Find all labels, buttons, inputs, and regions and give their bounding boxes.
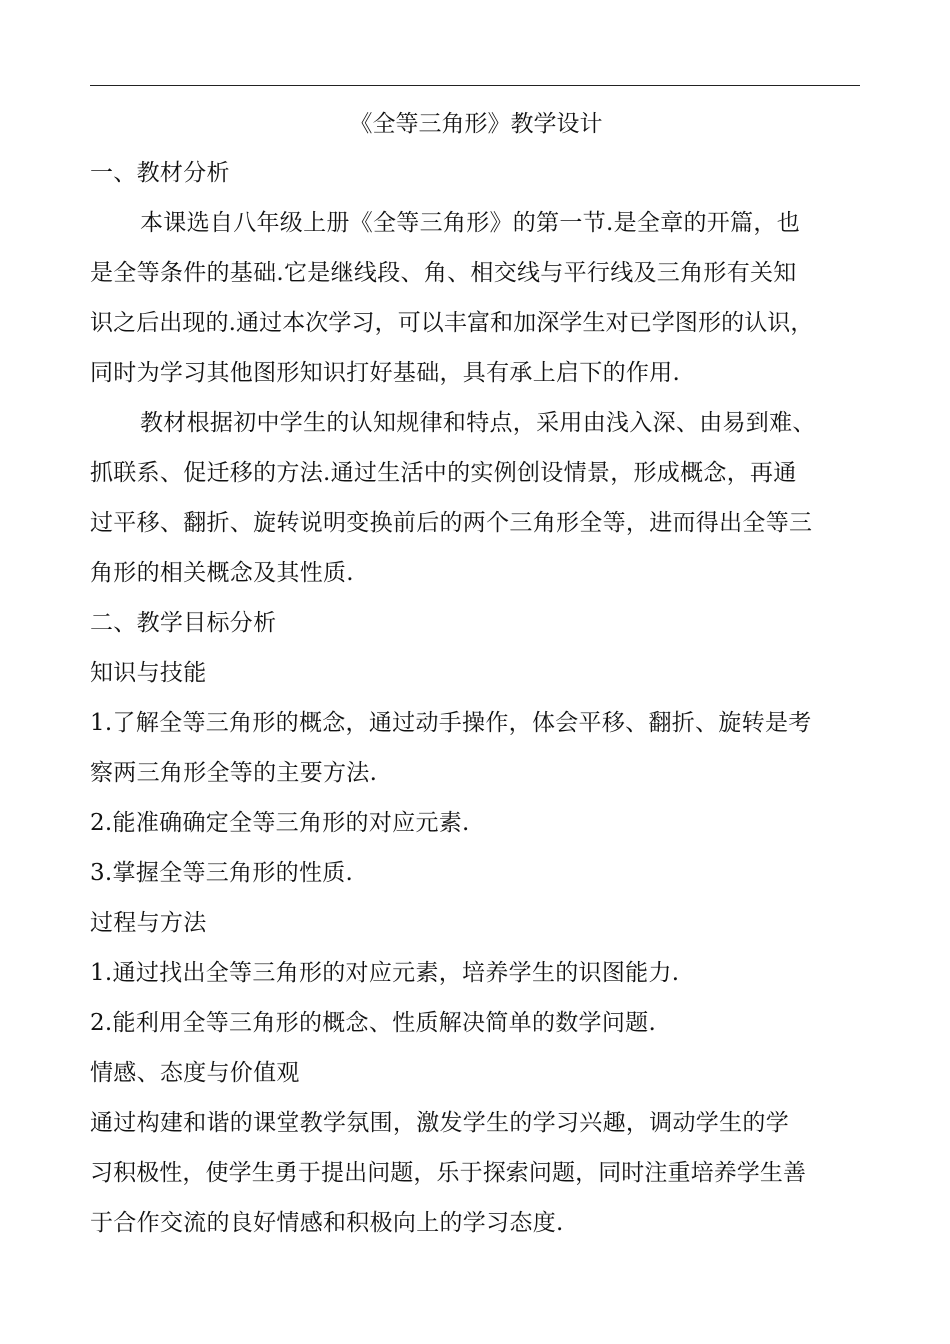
subsection-heading: 知识与技能 bbox=[90, 660, 207, 686]
paragraph-line: 角形的相关概念及其性质. bbox=[90, 560, 354, 586]
section-heading: 一、教材分析 bbox=[90, 160, 230, 186]
paragraph-line: 识之后出现的.通过本次学习，可以丰富和加深学生对已学图形的认识， bbox=[90, 310, 814, 336]
subsection-heading: 过程与方法 bbox=[90, 910, 207, 936]
paragraph-line: 同时为学习其他图形知识打好基础，具有承上启下的作用. bbox=[90, 360, 681, 386]
header-rule bbox=[90, 85, 860, 86]
paragraph-line: 抓联系、促迁移的方法.通过生活中的实例创设情景，形成概念，再通 bbox=[90, 460, 797, 486]
list-item: 2.能利用全等三角形的概念、性质解决简单的数学问题. bbox=[90, 1010, 657, 1036]
paragraph-line: 过平移、翻折、旋转说明变换前后的两个三角形全等，进而得出全等三 bbox=[90, 510, 813, 536]
section-heading: 二、教学目标分析 bbox=[90, 610, 277, 636]
paragraph-line: 通过构建和谐的课堂教学氛围，激发学生的学习兴趣，调动学生的学 bbox=[90, 1110, 789, 1136]
list-item: 察两三角形全等的主要方法. bbox=[90, 760, 378, 786]
paragraph-line: 教材根据初中学生的认知规律和特点，采用由浅入深、由易到难、 bbox=[140, 410, 816, 436]
list-item: 1.通过找出全等三角形的对应元素，培养学生的识图能力. bbox=[90, 960, 680, 986]
paragraph-line: 习积极性，使学生勇于提出问题，乐于探索问题，同时注重培养学生善 bbox=[90, 1160, 807, 1186]
paragraph-line: 本课选自八年级上册《全等三角形》的第一节.是全章的开篇，也 bbox=[140, 210, 801, 236]
paragraph-line: 于合作交流的良好情感和积极向上的学习态度. bbox=[90, 1210, 564, 1236]
document-title: 《全等三角形》教学设计 bbox=[349, 111, 603, 137]
document-body bbox=[90, 100, 862, 1248]
list-item: 1.了解全等三角形的概念，通过动手操作，体会平移、翻折、旋转是考 bbox=[90, 710, 812, 736]
list-item: 2.能准确确定全等三角形的对应元素. bbox=[90, 810, 470, 836]
paragraph-line: 是全等条件的基础.它是继线段、角、相交线与平行线及三角形有关知 bbox=[90, 260, 797, 286]
list-item: 3.掌握全等三角形的性质. bbox=[90, 860, 354, 886]
subsection-heading: 情感、态度与价值观 bbox=[90, 1060, 300, 1086]
